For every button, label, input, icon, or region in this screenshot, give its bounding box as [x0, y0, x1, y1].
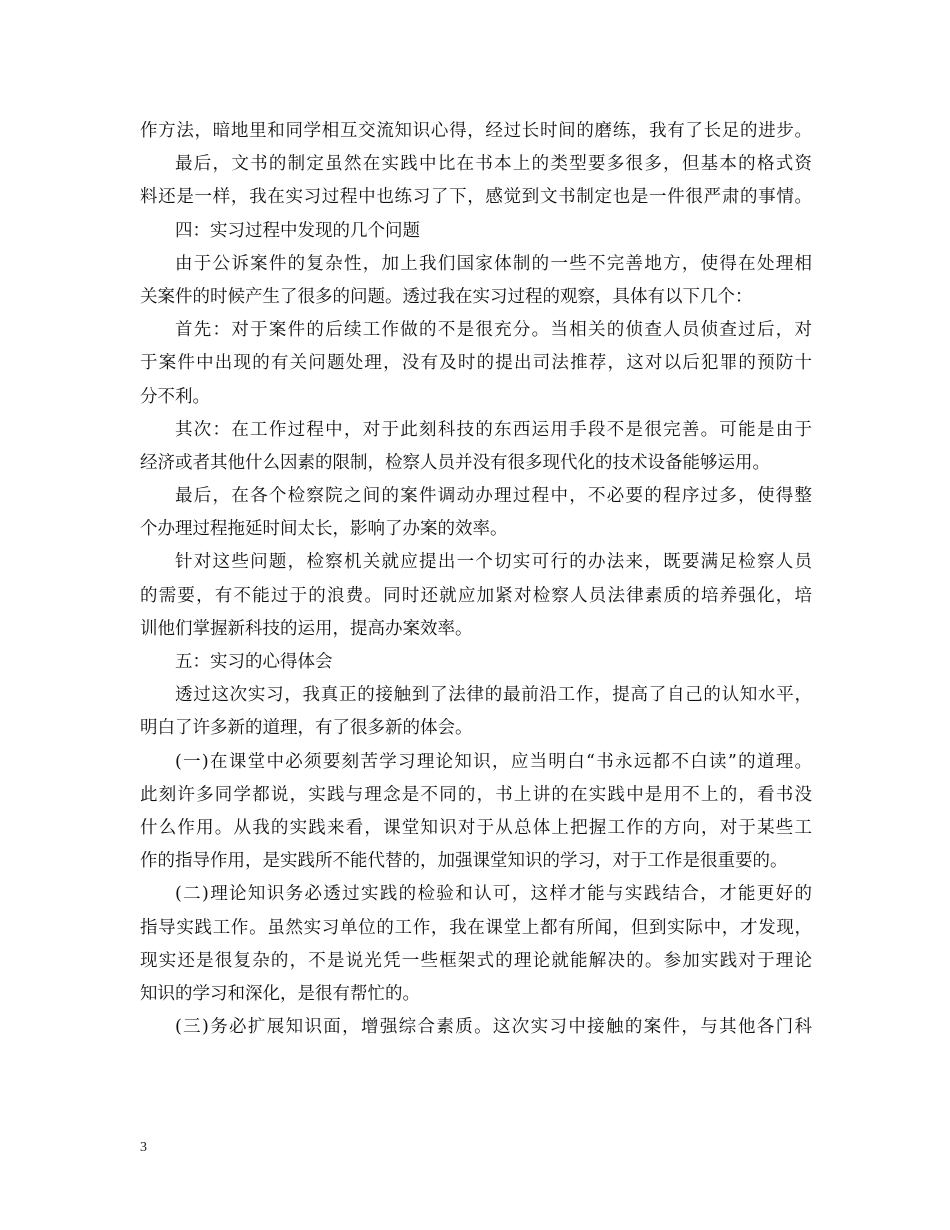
- text-line: 作方法，暗地里和同学相互交流知识心得，经过长时间的磨练，我有了长足的进步。: [140, 121, 812, 141]
- text-line: 料还是一样，我在实习过程中也练习了下，感觉到文书制定也是一件很严肃的事情。: [140, 187, 812, 208]
- text-line: (一)在课堂中必须要刻苦学习理论知识，应当明白“书永远都不白读”的道理。: [175, 751, 812, 772]
- text-line: 的需要，有不能过于的浪费。同时还就应加紧对检察人员法律素质的培养强化，培: [140, 585, 812, 606]
- text-line: 于案件中出现的有关问题处理，没有及时的提出司法推荐，这对以后犯罪的预防十: [140, 353, 812, 374]
- text-line: 四：实习过程中发现的几个问题: [175, 220, 420, 241]
- text-line: 针对这些问题，检察机关就应提出一个切实可行的办法来，既要满足检察人员: [175, 552, 812, 573]
- text-line: 其次：在工作过程中，对于此刻科技的东西运用手段不是很完善。可能是由于: [175, 419, 812, 440]
- text-line: 最后，文书的制定虽然在实践中比在书本上的类型要多很多，但基本的格式资: [175, 154, 812, 175]
- text-line: 个办理过程拖延时间太长，影响了办案的效率。: [140, 519, 508, 540]
- text-line: 关案件的时候产生了很多的问题。透过我在实习过程的观察，具体有以下几个：: [140, 286, 753, 307]
- text-line: 透过这次实习，我真正的接触到了法律的最前沿工作，提高了自己的认知水平，: [175, 685, 812, 706]
- text-line: 训他们掌握新科技的运用，提高办案效率。: [140, 618, 473, 639]
- text-line: 五：实习的心得体会: [175, 652, 333, 672]
- text-line: 首先：对于案件的后续工作做的不是很充分。当相关的侦查人员侦查过后，对: [175, 320, 812, 341]
- text-line: 指导实践工作。虽然实习单位的工作，我在课堂上都有所闻，但到实际中，才发现，: [140, 917, 812, 938]
- body-text: [140, 115, 812, 1044]
- text-line: 作的指导作用，是实践所不能代替的，加强课堂知识的学习，对于工作是很重要的。: [140, 851, 788, 872]
- text-line: 什么作用。从我的实践来看，课堂知识对于从总体上把握工作的方向，对于某些工: [140, 817, 812, 838]
- text-line: 由于公诉案件的复杂性，加上我们国家体制的一些不完善地方，使得在处理相: [175, 253, 812, 274]
- text-line: 此刻许多同学都说，实践与理念是不同的，书上讲的在实践中是用不上的，看书没: [140, 784, 812, 805]
- text-line: (二)理论知识务必透过实践的检验和认可，这样才能与实践结合，才能更好的: [175, 884, 812, 905]
- text-line: 现实还是很复杂的，不是说光凭一些框架式的理论就能解决的。参加实践对于理论: [140, 950, 812, 971]
- text-line: 经济或者其他什么因素的限制，检察人员并没有很多现代化的技术设备能够运用。: [140, 452, 770, 473]
- text-line: (三)务必扩展知识面，增强综合素质。这次实习中接触的案件，与其他各门科: [175, 1017, 812, 1038]
- page-number: 3: [140, 1140, 147, 1155]
- text-line: 明白了许多新的道理，有了很多新的体会。: [140, 718, 473, 739]
- text-line: 知识的学习和深化，是很有帮忙的。: [140, 983, 420, 1004]
- text-line: 分不利。: [140, 386, 210, 407]
- text-line: 最后，在各个检察院之间的案件调动办理过程中，不必要的程序过多，使得整: [175, 486, 812, 507]
